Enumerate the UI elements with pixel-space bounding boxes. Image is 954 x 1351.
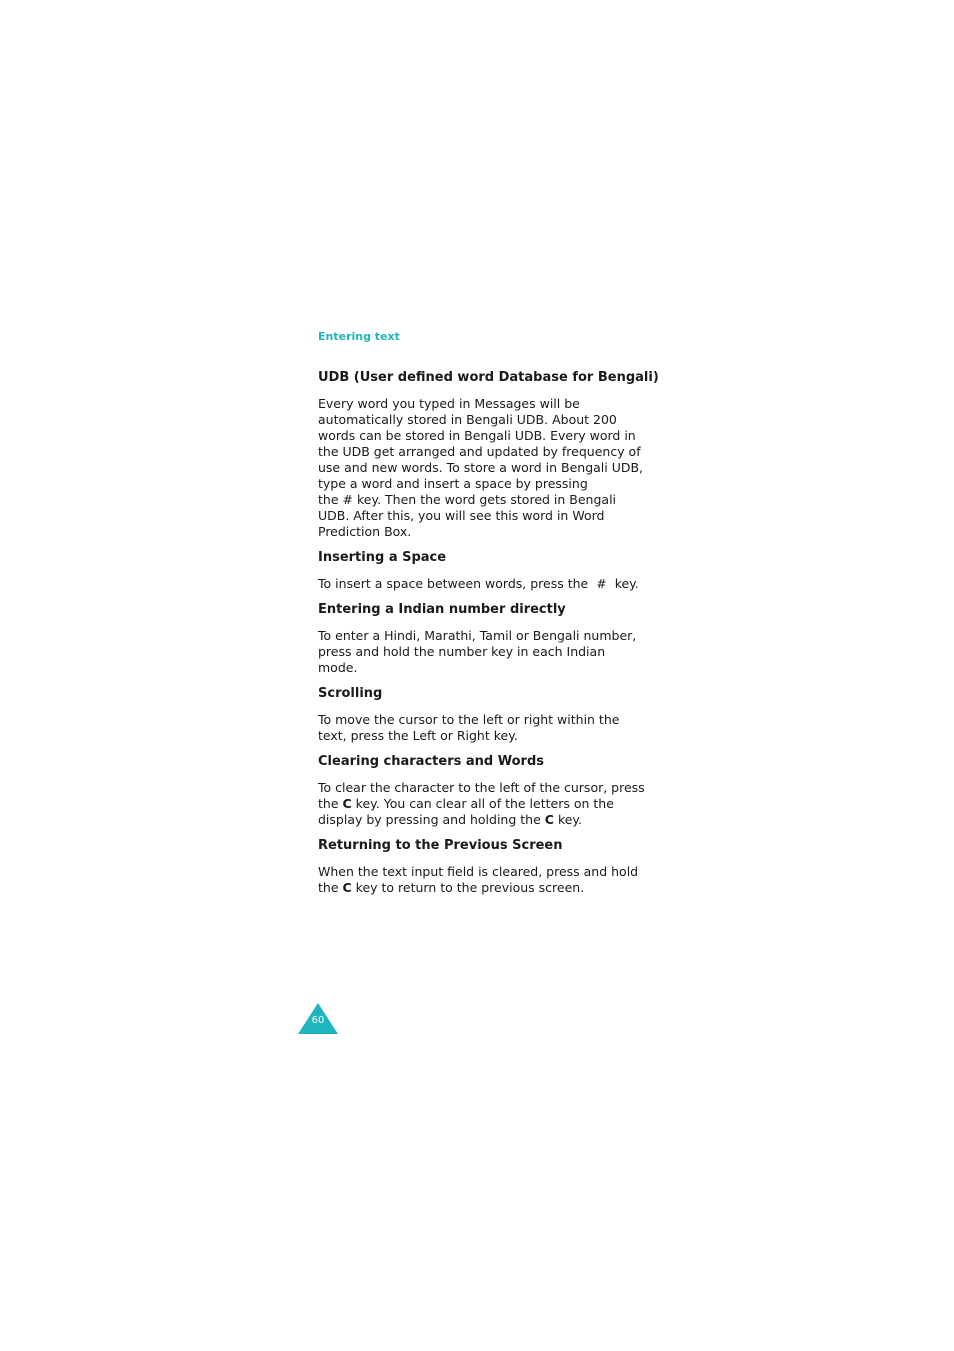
return-text-1: When the text input field is cleared, press and hold the <box>318 864 639 895</box>
hash-key: # <box>342 492 353 507</box>
c-key: C <box>342 796 352 811</box>
space-text-1: To insert a space between words, press the <box>318 576 589 591</box>
page-number: 60 <box>311 1015 325 1026</box>
heading-indian-number: Entering a Indian number directly <box>318 602 566 617</box>
page-number-badge <box>298 1003 338 1035</box>
page-content <box>318 370 659 906</box>
heading-returning: Returning to the Previous Screen <box>318 838 563 853</box>
heading-scrolling: Scrolling <box>318 686 383 701</box>
paragraph-returning <box>318 864 648 896</box>
udb-text-2: key. Then the word gets stored in Bengali UDB. After this, you will see this word in Word Prediction Box. <box>318 492 617 539</box>
paragraph-udb <box>318 396 648 540</box>
running-header: Entering text <box>318 330 400 343</box>
udb-text-1: Every word you typed in Messages will be automatically stored in Bengali UDB. About 200 words can be stored in Bengali UDB. Every word in the UDB get arranged and updated by frequency of use and new words. To store a word in Bengali UDB, type a word and insert a space by pressing the <box>318 396 644 507</box>
space-text-2: key. <box>614 576 639 591</box>
heading-clearing: Clearing characters and Words <box>318 754 544 769</box>
heading-udb: UDB (User defined word Database for Bengali) <box>318 370 659 385</box>
clear-text-2: key. You can clear all of the letters on the display by pressing and holding the <box>318 796 614 827</box>
paragraph-scrolling: To move the cursor to the left or right within the text, press the Left or Right key. <box>318 712 620 743</box>
heading-inserting-space: Inserting a Space <box>318 550 447 565</box>
return-text-2: key to return to the previous screen. <box>355 880 585 895</box>
paragraph-clearing <box>318 780 648 828</box>
c-key: C <box>342 880 352 895</box>
c-key: C <box>544 812 554 827</box>
clear-text-1: To clear the character to the left of the cursor, press the <box>318 780 645 811</box>
clear-text-3: key. <box>557 812 583 827</box>
paragraph-indian-number: To enter a Hindi, Marathi, Tamil or Bengali number, press and hold the number key in each Indian mode. <box>318 628 637 675</box>
hash-key: # <box>596 576 607 591</box>
paragraph-inserting-space <box>318 576 648 592</box>
